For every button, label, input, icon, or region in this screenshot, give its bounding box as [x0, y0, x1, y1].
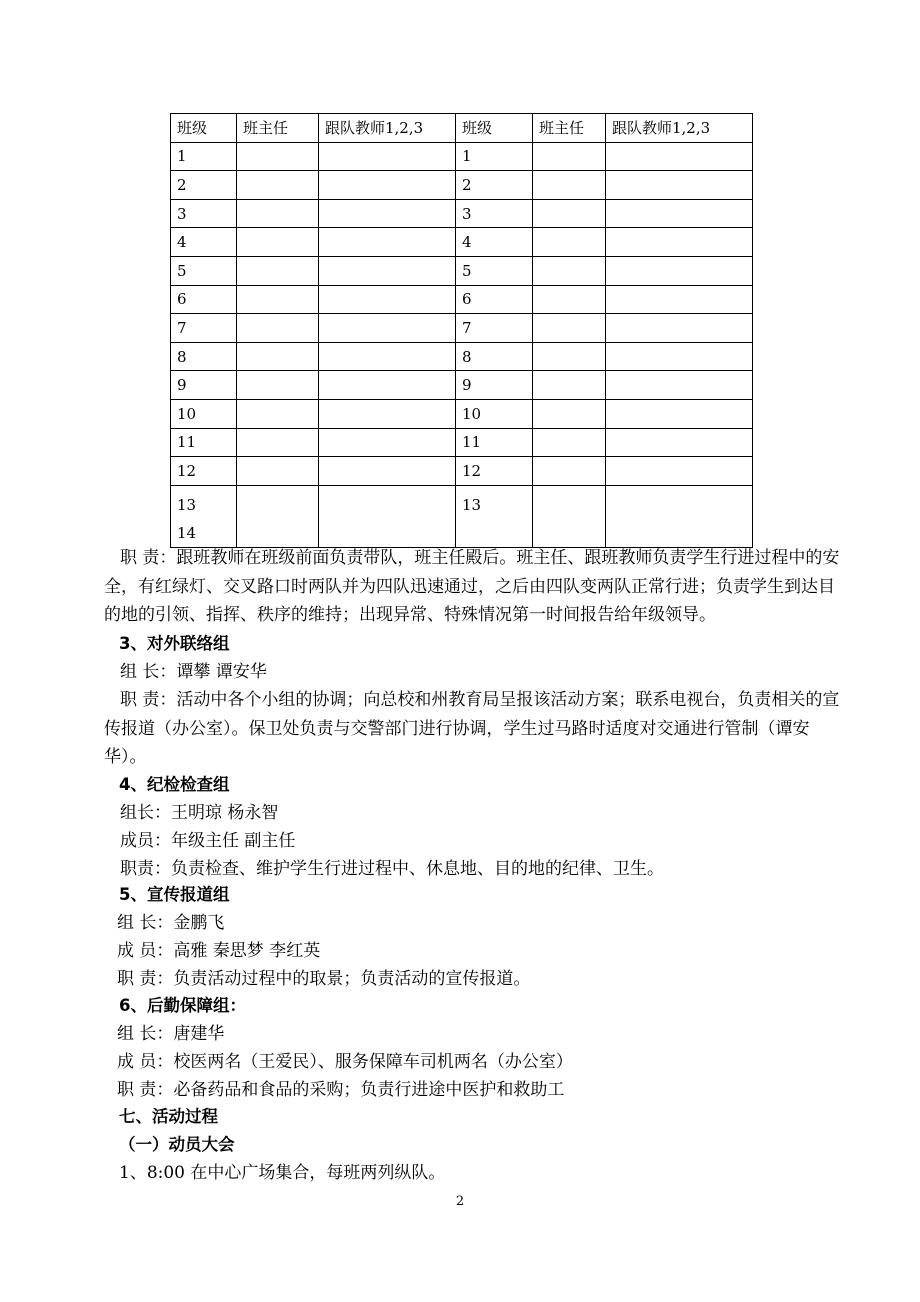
table-cell: 1 — [456, 142, 533, 171]
table-cell: 6 — [456, 285, 533, 314]
table-cell: 8 — [456, 342, 533, 371]
page-number: 2 — [455, 1194, 465, 1209]
table-cell — [319, 199, 456, 228]
table-cell — [533, 142, 606, 171]
table-cell — [533, 428, 606, 457]
table-cell — [319, 285, 456, 314]
table-cell — [606, 142, 753, 171]
table-header-cell: 班主任 — [237, 114, 319, 143]
table-cell — [533, 457, 606, 486]
table-cell — [237, 485, 319, 547]
table-cell — [606, 485, 753, 547]
table-cell — [319, 142, 456, 171]
table-cell: 1 — [171, 142, 237, 171]
table-cell — [533, 256, 606, 285]
table-cell: 9 — [456, 371, 533, 400]
escort-duty-paragraph: 职 责：跟班教师在班级前面负责带队，班主任殿后。班主任、跟班教师负责学生行进过程中的安全，有红绿灯、交叉路口时两队并为四队迅速通过，之后由四队变两队正常行进；负责学生到达目的地的引领、指挥、秩序的维持；出现异常、特殊情况第一时间报告给年级领导。 — [104, 548, 840, 625]
table-row — [171, 314, 753, 343]
table-cell — [319, 314, 456, 343]
inspection-duty: 职责：负责检查、维护学生行进过程中、休息地、目的地的纪律、卫生。 — [120, 859, 664, 879]
table-cell: 12 — [456, 457, 533, 486]
table-cell — [319, 485, 456, 547]
table-row — [171, 142, 753, 171]
table-cell: 2 — [456, 171, 533, 200]
table-header-cell: 班级 — [171, 114, 237, 143]
liaison-heading: 3、对外联络组 — [119, 634, 230, 653]
table-header-cell: 班级 — [456, 114, 533, 143]
table-cell — [237, 199, 319, 228]
table-cell — [319, 399, 456, 428]
table-cell — [533, 228, 606, 257]
table-cell — [319, 171, 456, 200]
table-cell — [237, 171, 319, 200]
table-cell: 6 — [171, 285, 237, 314]
table-cell — [606, 199, 753, 228]
table-cell — [606, 256, 753, 285]
table-cell: 4 — [171, 228, 237, 257]
table-row — [171, 171, 753, 200]
table-cell — [319, 428, 456, 457]
section7-item1: 1、8:00 在中心广场集合，每班两列纵队。 — [119, 1163, 446, 1183]
table-cell: 12 — [171, 457, 237, 486]
table-cell — [533, 371, 606, 400]
table-cell — [319, 256, 456, 285]
table-cell — [533, 285, 606, 314]
publicity-duty: 职 责：负责活动过程中的取景；负责活动的宣传报道。 — [117, 969, 531, 989]
logistics-leader: 组 长：唐建华 — [117, 1024, 225, 1044]
table-cell: 11 — [171, 428, 237, 457]
table-cell — [606, 285, 753, 314]
table-cell: 9 — [171, 371, 237, 400]
class-number: 14 — [177, 523, 197, 542]
logistics-heading: 6、后勤保障组： — [119, 996, 246, 1015]
table-cell — [533, 199, 606, 228]
table-cell — [237, 142, 319, 171]
table-cell — [606, 371, 753, 400]
table-header-cell: 跟队教师1,2,3 — [606, 114, 753, 143]
table-cell: 4 — [456, 228, 533, 257]
table-cell — [606, 457, 753, 486]
table-row — [171, 285, 753, 314]
table-cell — [533, 399, 606, 428]
table-cell — [237, 314, 319, 343]
table-cell — [237, 342, 319, 371]
table-cell: 3 — [171, 199, 237, 228]
table-cell: 5 — [171, 256, 237, 285]
table-cell — [606, 342, 753, 371]
publicity-leader: 组 长：金鹏飞 — [117, 913, 225, 933]
section7-heading: 七、活动过程 — [119, 1107, 218, 1126]
table-cell — [237, 457, 319, 486]
table-row — [171, 485, 753, 547]
table-cell: 3 — [456, 199, 533, 228]
table-cell — [606, 314, 753, 343]
table-cell: 13 — [456, 485, 533, 547]
liaison-leader: 组 长：谭攀 谭安华 — [120, 662, 267, 682]
table-header-cell: 跟队教师1,2,3 — [319, 114, 456, 143]
liaison-duty: 职 责：活动中各个小组的协调；向总校和州教育局呈报该活动方案；联系电视台，负责相关的宣传报道（办公室）。保卫处负责与交警部门进行协调，学生过马路时适度对交通进行管制（谭安华）。 — [104, 690, 840, 767]
inspection-leader: 组长：王明琼 杨永智 — [120, 803, 279, 823]
table-cell: 7 — [171, 314, 237, 343]
publicity-members: 成 员：高雅 秦思梦 李红英 — [117, 941, 321, 961]
table-row — [171, 457, 753, 486]
table-row — [171, 399, 753, 428]
table-cell — [533, 171, 606, 200]
table-cell — [237, 228, 319, 257]
table-cell — [237, 399, 319, 428]
table-cell: 11 — [456, 428, 533, 457]
table-row — [171, 256, 753, 285]
logistics-members: 成 员：校医两名（王爱民）、服务保障车司机两名（办公室） — [117, 1052, 573, 1072]
class-number: 13 — [177, 495, 197, 514]
table-cell — [606, 399, 753, 428]
table-cell — [319, 228, 456, 257]
table-cell — [171, 485, 237, 547]
table-row — [171, 228, 753, 257]
table-header-cell: 班主任 — [533, 114, 606, 143]
class-teacher-table — [170, 113, 753, 548]
table-cell: 2 — [171, 171, 237, 200]
table-cell — [533, 485, 606, 547]
table-cell: 10 — [171, 399, 237, 428]
table-cell — [319, 342, 456, 371]
inspection-members: 成员：年级主任 副主任 — [120, 831, 296, 851]
table-cell — [237, 285, 319, 314]
table-cell — [606, 428, 753, 457]
table-row — [171, 428, 753, 457]
table-header-row — [171, 114, 753, 143]
inspection-heading: 4、纪检检查组 — [119, 775, 230, 794]
table-cell — [237, 428, 319, 457]
table-cell: 8 — [171, 342, 237, 371]
table-cell — [533, 314, 606, 343]
table-cell: 5 — [456, 256, 533, 285]
logistics-duty: 职 责：必备药品和食品的采购；负责行进途中医护和救助工 — [117, 1080, 565, 1100]
table-cell — [606, 228, 753, 257]
table-cell — [533, 342, 606, 371]
section7-sub-heading: （一）动员大会 — [119, 1135, 235, 1154]
table-row — [171, 371, 753, 400]
table-cell — [319, 457, 456, 486]
table-row — [171, 199, 753, 228]
table-cell — [606, 171, 753, 200]
table-cell: 7 — [456, 314, 533, 343]
table-row — [171, 342, 753, 371]
table-cell — [319, 371, 456, 400]
table-cell — [237, 256, 319, 285]
table-cell — [237, 371, 319, 400]
publicity-heading: 5、宣传报道组 — [119, 885, 230, 904]
table-cell: 10 — [456, 399, 533, 428]
